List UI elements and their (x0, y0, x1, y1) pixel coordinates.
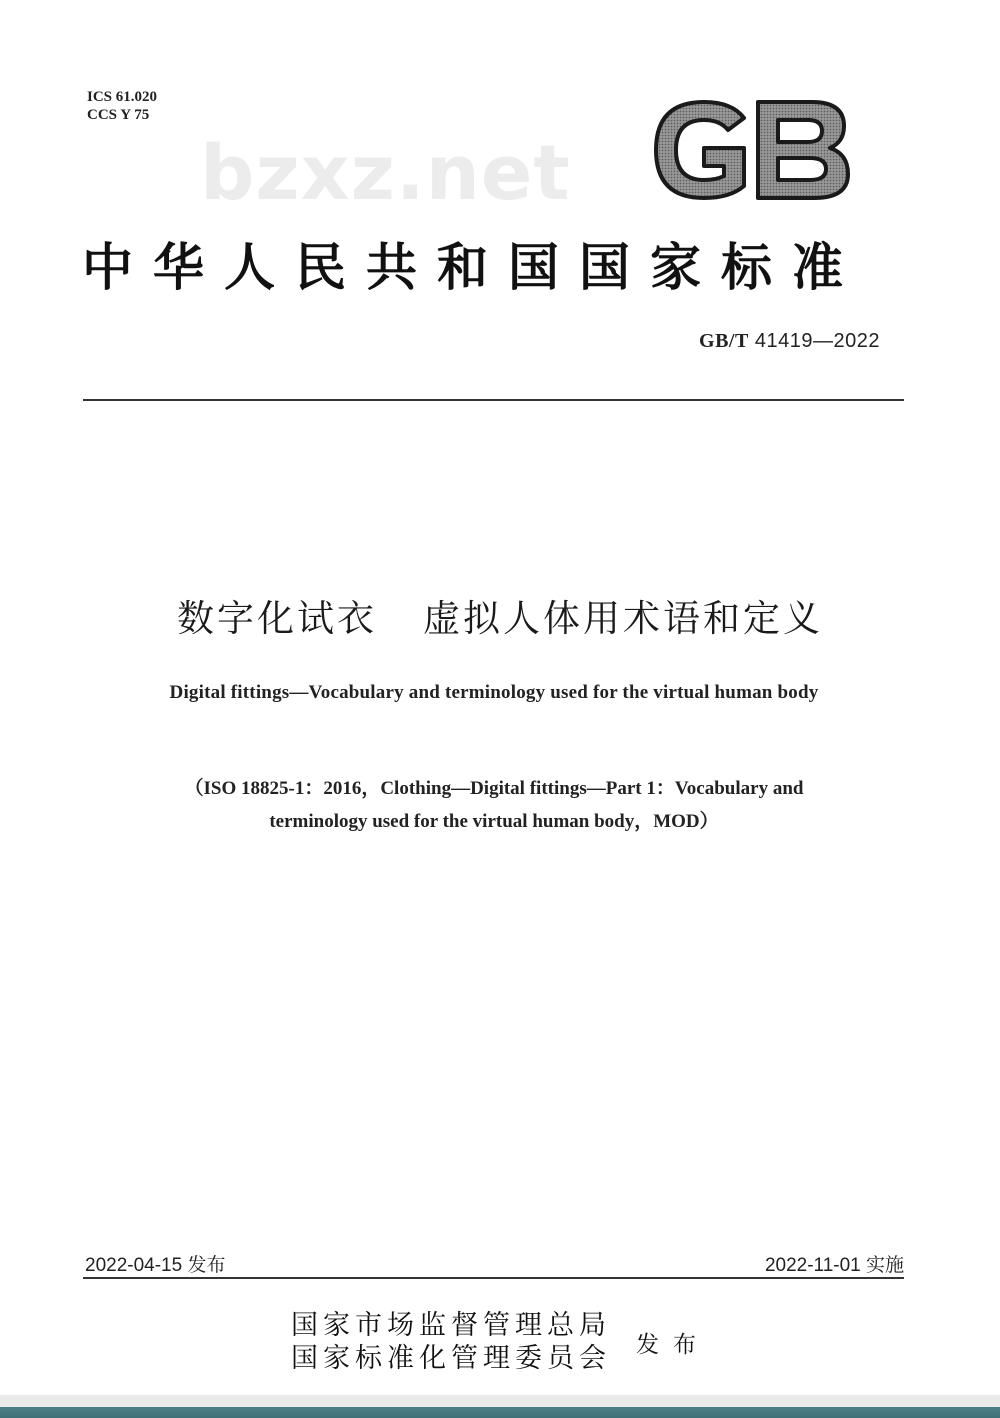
iso-reference-line2: terminology used for the virtual human body，MOD） (269, 811, 719, 832)
ccs-code: CCS Y 75 (87, 107, 150, 123)
bottom-divider (83, 1277, 904, 1279)
iso-reference-line1: （ISO 18825-1：2016，Clothing—Digital fittings—Part 1：Vocabulary and (184, 778, 804, 799)
chinese-title-part1: 数字化试衣 (177, 597, 377, 640)
watermark-text: bzxz.net (200, 128, 571, 217)
english-title: Digital fittings—Vocabulary and terminology used for the virtual human body (169, 682, 819, 703)
viewer-bottom-strip (0, 1395, 1000, 1418)
classification-codes (87, 88, 157, 124)
standard-number (699, 330, 880, 353)
chinese-title-part2: 虚拟人体用术语和定义 (423, 597, 823, 640)
publish-label: 发布 (636, 1332, 710, 1358)
ics-code: ICS 61.020 (87, 89, 158, 105)
iso-reference (0, 772, 988, 838)
implementation-date: 2022-11-01 实施 (764, 1255, 904, 1276)
standard-number-value: 41419—2022 (754, 330, 880, 352)
standard-number-prefix: GB/T (699, 330, 749, 352)
publisher-line2: 国家标准化管理委员会 (291, 1343, 611, 1374)
issue-date: 2022-04-15 发布 (85, 1255, 226, 1276)
publisher-line1: 国家市场监督管理总局 (291, 1310, 611, 1341)
chinese-title (0, 588, 1000, 642)
top-divider (83, 399, 904, 401)
national-standard-heading: 中华人民共和国国家标准 (82, 238, 864, 298)
gb-emblem-icon (652, 98, 852, 202)
